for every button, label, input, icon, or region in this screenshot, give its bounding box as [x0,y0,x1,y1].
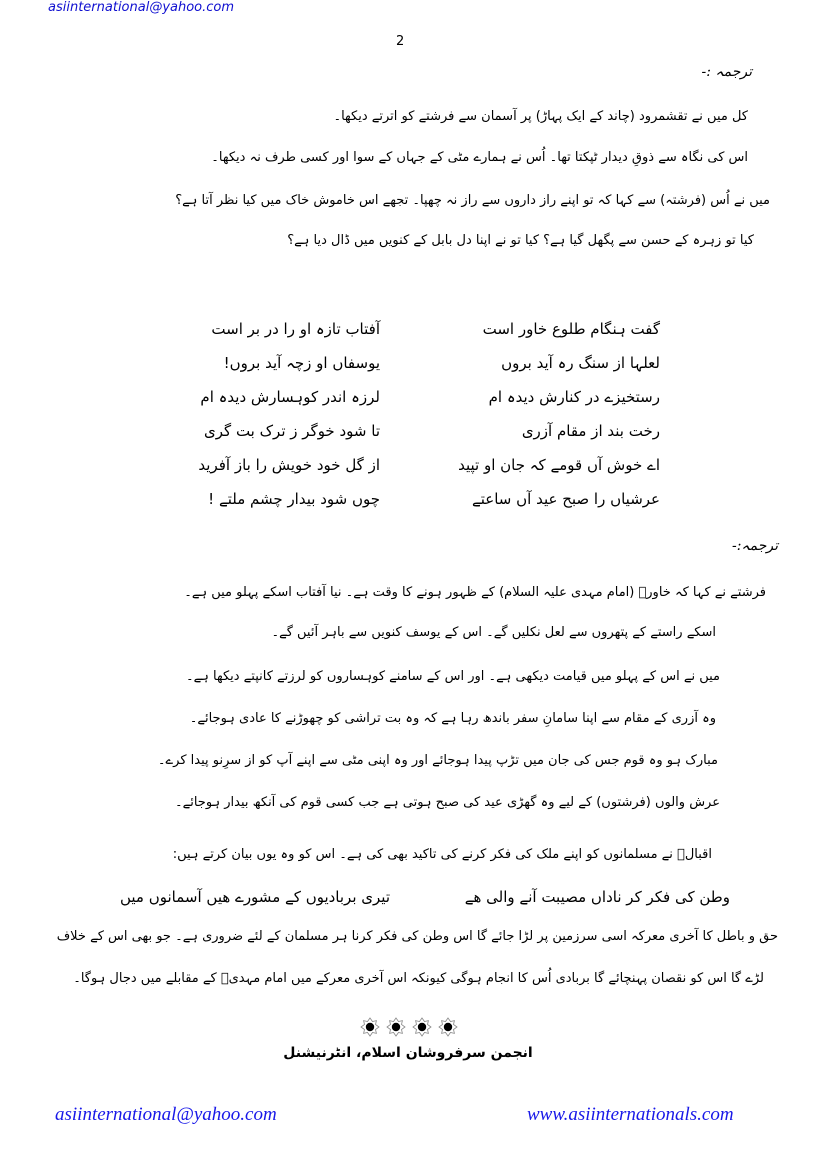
eight-point-star-icon [360,1017,380,1037]
footer-email[interactable]: asiinternational@yahoo.com [55,1104,277,1125]
couplet [140,454,660,488]
hemistich-right: رخت بند از مقام آزری [521,422,660,440]
footer-website[interactable]: www.asiinternationals.com [527,1104,734,1125]
ornament-row [360,1017,458,1037]
paragraph-line: میں نے اُس (فرشتہ) سے کہا کہ تو اپنے راز داروں سے راز نہ چھپا۔ تجھے اس خاموش خاک میں کیا نظر آتا ہے؟ [175,193,770,208]
hemistich-left: چوں شود بیدار چشم ملتے ! [208,490,380,508]
hemistich-right: عرشیاں را صبح عید آں ساعتے [471,490,660,508]
paragraph-line: اسکے راستے کے پتھروں سے لعل نکلیں گے۔ اس کے یوسف کنویں سے باہر آئیں گے۔ [271,625,716,640]
eight-point-star-icon [412,1017,432,1037]
hemistich-right: اے خوش آں قومے کہ جان او تپید [458,456,660,474]
paragraph-line: کل میں نے تقشمرود (چاند کے ایک پہاڑ) پر آسمان سے فرشتے کو اترتے دیکھا۔ [333,109,748,124]
hemistich-left: آفتاب تازہ او را در بر است [211,320,380,338]
hemistich-left: لرزہ اندر کوہسارش دیدہ ام [200,388,380,406]
paragraph-line: میں نے اس کے پہلو میں قیامت دیکھی ہے۔ اور اس کے سامنے کوہساروں کو لرزتے کانپتے دیکھا ہے۔ [186,669,720,684]
header-email[interactable]: asiinternational@yahoo.com [48,0,235,15]
paragraph-line: اس کی نگاہ سے ذوقِ دیدار ٹپکتا تھا۔ اُس نے ہمارے مٹی کے جہاں کے سوا اور کسی طرف نہ دیکھا۔ [211,150,748,165]
eight-point-star-icon [438,1017,458,1037]
hemistich-right: گفت ہنگام طلوع خاور است [482,320,660,338]
hemistich-left: تیری بربادیوں کے مشورے ھیں آسمانوں میں [119,888,390,906]
couplet [140,386,660,420]
translation-heading-1: ترجمہ :- [701,64,752,80]
eight-point-star-icon [386,1017,406,1037]
couplet [140,318,660,352]
hemistich-left: از گل خود خویش را باز آفرید [198,456,380,474]
hemistich-left: یوسفاں او زچہ آید بروں! [223,354,380,372]
hemistich-left: تا شود خوگر ز ترک بت گری [204,422,380,440]
paragraph-line: فرشتے نے کہا کہ خاورؒ (امام مہدی علیہ السلام) کے ظہور ہونے کا وقت ہے۔ نیا آفتاب اسکے پہلو میں ہے۔ [184,585,766,600]
poem [140,318,660,522]
couplet [140,420,660,454]
paragraph-line: مبارک ہو وہ قوم جس کی جان میں تڑپ پیدا ہوجائے اور وہ اپنی مٹی سے اپنے آپ کو از سرِنو پیدا کرے۔ [157,753,718,768]
paragraph-line: کیا تو زہرہ کے حسن سے پگھل گیا ہے؟ کیا تو نے اپنا دل بابل کے کنویں میں ڈال دیا ہے؟ [287,233,754,248]
translation-heading-2: ترجمہ:- [731,538,778,554]
paragraph-line: حق و باطل کا آخری معرکہ اسی سرزمین پر لڑا جائے گا اس وطن کی فکر کرنا ہر مسلمان کے لئے ضروری ہے۔ جو بھی اس کے خلاف [56,929,778,944]
couplet-watan [80,886,730,908]
paragraph-line: عرش والوں (فرشتوں) کے لیے وہ گھڑی عید کی صبح ہوتی ہے جب کسی قوم کی آنکھ بیدار ہوجائے۔ [174,795,720,810]
page-number: 2 [396,34,405,49]
couplet [140,352,660,386]
hemistich-right: لعلہا از سنگ رہ آید بروں [501,354,660,372]
hemistich-right: وطن کی فکر کر ناداں مصیبت آنے والی ھے [464,888,730,906]
paragraph-line: اقبالؒ نے مسلمانوں کو اپنے ملک کی فکر کرنے کی تاکید بھی کی ہے۔ اس کو وہ یوں بیان کرتے ہیں: [172,847,712,862]
paragraph-line: وہ آزری کے مقام سے اپنا سامانِ سفر باندھ رہا ہے کہ وہ بت تراشی کو چھوڑنے کا عادی ہوجائے۔ [189,711,716,726]
hemistich-right: رستخیزے در کنارش دیدہ ام [488,388,660,406]
couplet [140,488,660,522]
paragraph-line: لڑے گا اس کو نقصان پہنچائے گا بربادی اُس کا انجام ہوگی کیونکہ اس آخری معرکے میں امام مہدیؑ کے مقابلے میں دجال ہوگا۔ [73,971,764,986]
organization-name: انجمن سرفروشان اسلام، انٹرنیشنل [283,1045,533,1061]
